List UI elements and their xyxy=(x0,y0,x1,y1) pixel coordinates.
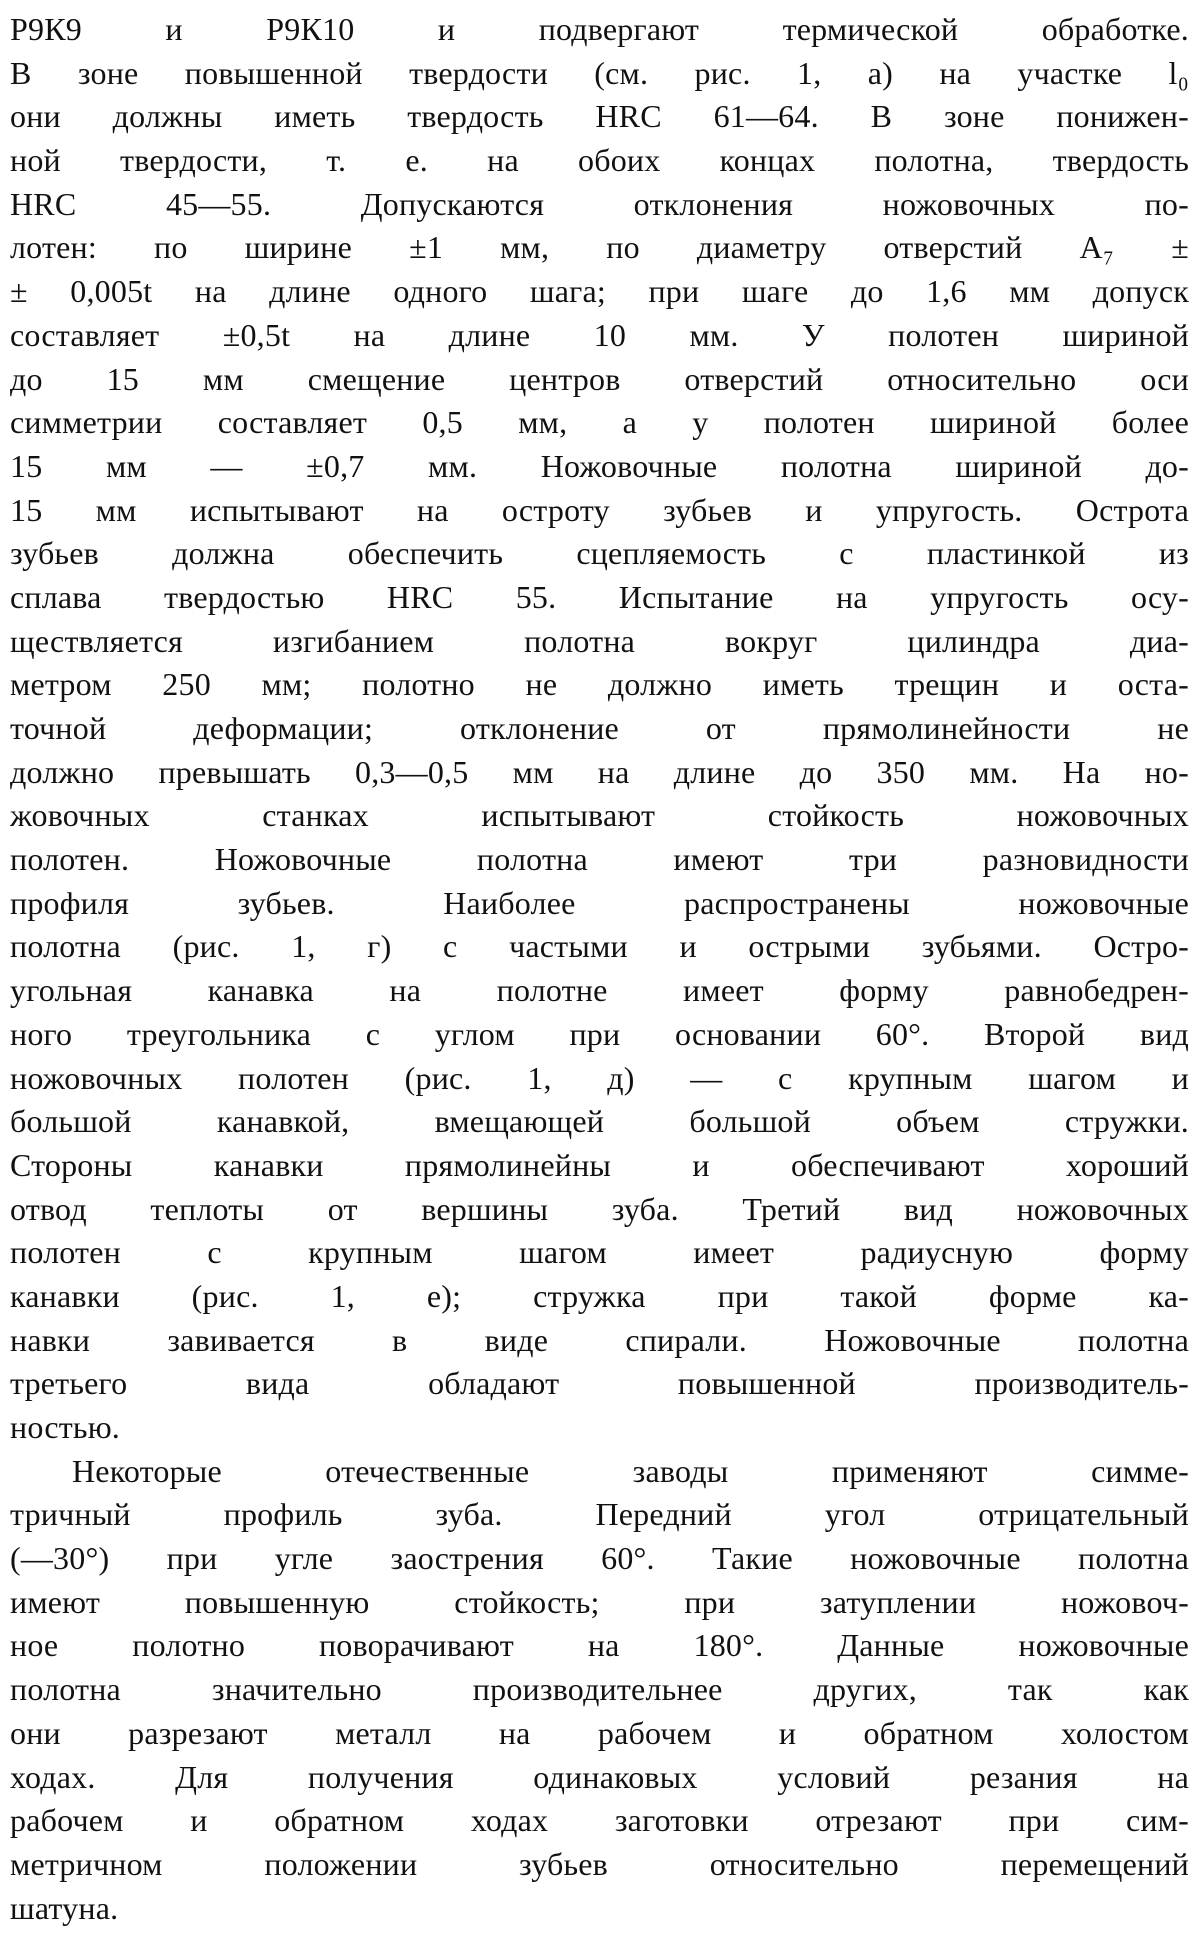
text-line: полотен. Ножовочные полотна имеют три разновидности xyxy=(10,841,1189,878)
text-line: третьего вида обладают повышенной производитель- xyxy=(10,1365,1189,1402)
paragraph-symmetric-tooth-profile xyxy=(10,1450,1189,1931)
text-line: Р9К9 и Р9К10 и подвергают термической обработке. xyxy=(10,11,1189,47)
text-line: канавки (рис. 1, е); стружка при такой форме ка- xyxy=(10,1277,1189,1314)
text-line: составляет ±0,5t на длине 10 мм. У полотен шириной xyxy=(10,316,1189,353)
paragraph-hacksaw-blade-properties xyxy=(10,8,1189,1450)
text-line: жовочных станках испытывают стойкость ножовочных xyxy=(10,797,1189,834)
text-line: ное полотно поворачивают на 180°. Данные ножовочные xyxy=(10,1627,1189,1664)
text-line: ной твердости, т. е. на обоих концах полотна, твердость xyxy=(10,142,1189,179)
text-line: навки завивается в виде спирали. Ножовочные полотна xyxy=(10,1321,1189,1358)
text-line: ходах. Для получения одинаковых условий резания на xyxy=(10,1758,1189,1795)
text-line: шатуна. xyxy=(10,1889,119,1926)
text-line: Стороны канавки прямолинейны и обеспечивают хороший xyxy=(10,1146,1189,1183)
text-line: рабочем и обратном ходах заготовки отрезают при сим- xyxy=(10,1802,1189,1839)
text-line: Некоторые отечественные заводы применяют симме- xyxy=(72,1452,1189,1489)
text-line: должно превышать 0,3—0,5 мм на длине до 350 мм. На но- xyxy=(10,753,1189,790)
text-line: 15 мм — ±0,7 мм. Ножовочные полотна шириной до- xyxy=(10,447,1189,484)
text-line: они должны иметь твердость HRC 61—64. В зоне понижен- xyxy=(10,98,1189,135)
text-line: (—30°) при угле заострения 60°. Такие ножовочные полотна xyxy=(10,1540,1189,1577)
text-line: HRC 45—55. Допускаются отклонения ножовочных по- xyxy=(10,185,1189,222)
text-line: метром 250 мм; полотно не должно иметь трещин и оста- xyxy=(10,666,1189,703)
text-line: большой канавкой, вмещающей большой объем стружки. xyxy=(10,1103,1189,1140)
text-line: полотен с крупным шагом имеет радиусную форму xyxy=(10,1234,1189,1271)
text-line: тричный профиль зуба. Передний угол отрицательный xyxy=(10,1496,1189,1533)
text-line: угольная канавка на полотне имеет форму равнобедрен- xyxy=(10,972,1189,1009)
text-line: сплава твердостью HRC 55. Испытание на упругость осу- xyxy=(10,578,1189,615)
text-line: профиля зубьев. Наиболее распространены ножовочные xyxy=(10,884,1189,921)
text-line: 15 мм испытывают на остроту зубьев и упругость. Острота xyxy=(10,491,1189,528)
text-line: метричном положении зубьев относительно перемещений xyxy=(10,1845,1189,1882)
text-line: В зоне повышенной твердости (см. рис. 1, а) на участке l₀ xyxy=(10,54,1189,91)
text-line: лотен: по ширине ±1 мм, по диаметру отверстий A₇ ± xyxy=(10,229,1189,266)
text-line: ностью. xyxy=(10,1409,121,1445)
text-line: ного треугольника с углом при основании 60°. Второй вид xyxy=(10,1015,1189,1052)
text-line: до 15 мм смещение центров отверстий относительно оси xyxy=(10,360,1189,397)
text-line: точной деформации; отклонение от прямолинейности не xyxy=(10,710,1189,746)
text-line: ножовочных полотен (рис. 1, д) — с крупным шагом и xyxy=(10,1059,1189,1096)
text-line: зубьев должна обеспечить сцепляемость с пластинкой из xyxy=(10,535,1189,572)
text-line: полотна значительно производительнее других, так как xyxy=(10,1671,1189,1708)
text-line: имеют повышенную стойкость; при затуплении ножовоч- xyxy=(10,1583,1189,1620)
text-line: ± 0,005t на длине одного шага; при шаге до 1,6 мм допуск xyxy=(10,273,1189,310)
text-line: ществляется изгибанием полотна вокруг цилиндра диа- xyxy=(10,622,1189,659)
text-line: отвод теплоты от вершины зуба. Третий вид ножовочных xyxy=(10,1190,1189,1227)
text-line: они разрезают металл на рабочем и обратном холостом xyxy=(10,1714,1189,1751)
text-line: полотна (рис. 1, г) с частыми и острыми зубьями. Остро- xyxy=(10,928,1189,965)
text-line: симметрии составляет 0,5 мм, а у полотен шириной более xyxy=(10,404,1189,441)
